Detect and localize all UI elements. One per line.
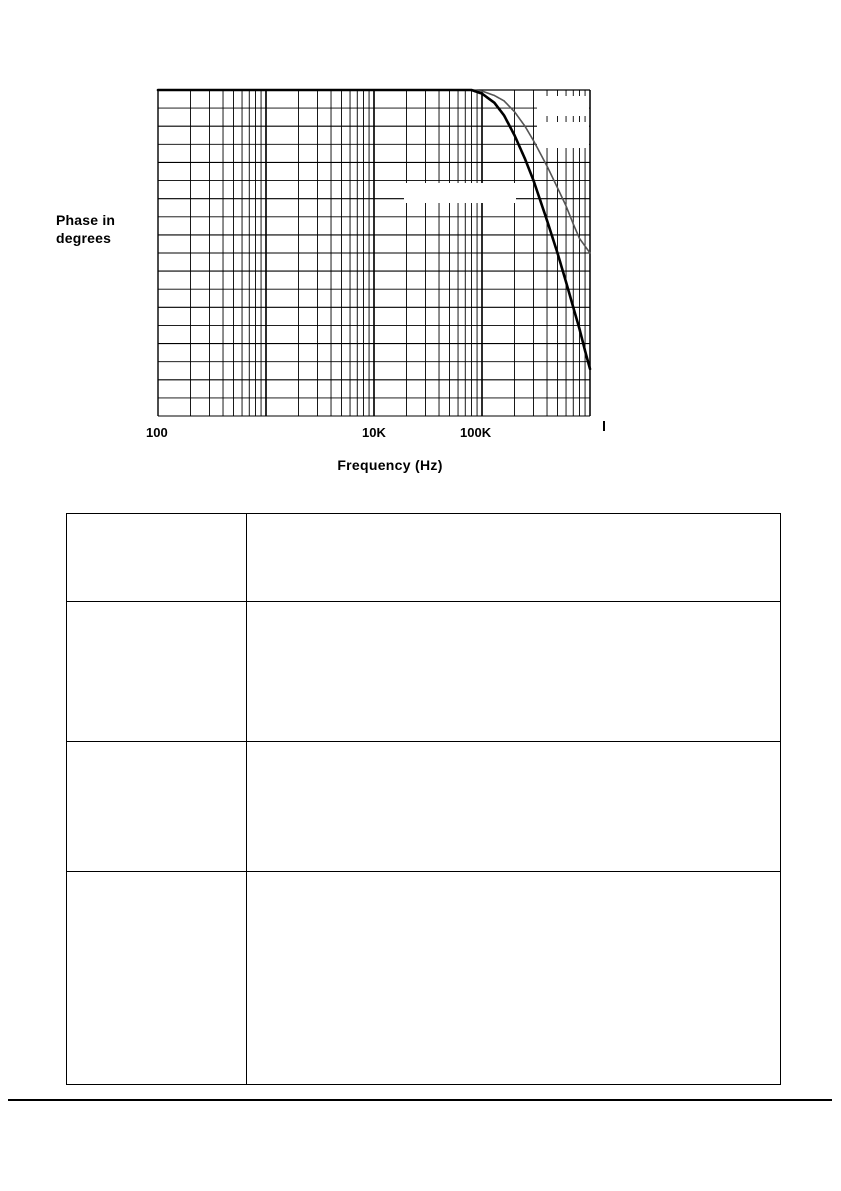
footer-rule — [8, 1099, 832, 1101]
table-row — [67, 514, 781, 602]
table-cell-label — [67, 602, 247, 742]
table-row — [67, 872, 781, 1085]
chart-grid — [158, 90, 590, 416]
table-cell-text — [247, 514, 781, 602]
table-row — [67, 742, 781, 872]
y-axis-label-line-1: Phase in — [56, 212, 116, 228]
table-cell-text — [247, 602, 781, 742]
table-cell-label — [67, 872, 247, 1085]
x-tick-label-1m-fragment — [603, 421, 605, 431]
phase-chart — [0, 0, 841, 500]
table-cell-label — [67, 742, 247, 872]
table-cell-label — [67, 514, 247, 602]
legend-mask-1 — [537, 96, 589, 116]
legend-mask-2 — [537, 122, 589, 148]
x-tick-label-100: 100 — [146, 425, 168, 440]
y-axis-label — [56, 211, 116, 257]
table-row — [67, 602, 781, 742]
parameter-table — [66, 513, 781, 1085]
y-axis-label-line-2: degrees — [56, 230, 112, 246]
x-tick-label-100k: 100K — [460, 425, 492, 440]
x-axis-label: Frequency (Hz) — [337, 457, 443, 473]
x-tick-label-10k: 10K — [362, 425, 386, 440]
table-cell-text — [247, 872, 781, 1085]
table-cell-text — [247, 742, 781, 872]
annotation-mask — [404, 183, 516, 203]
